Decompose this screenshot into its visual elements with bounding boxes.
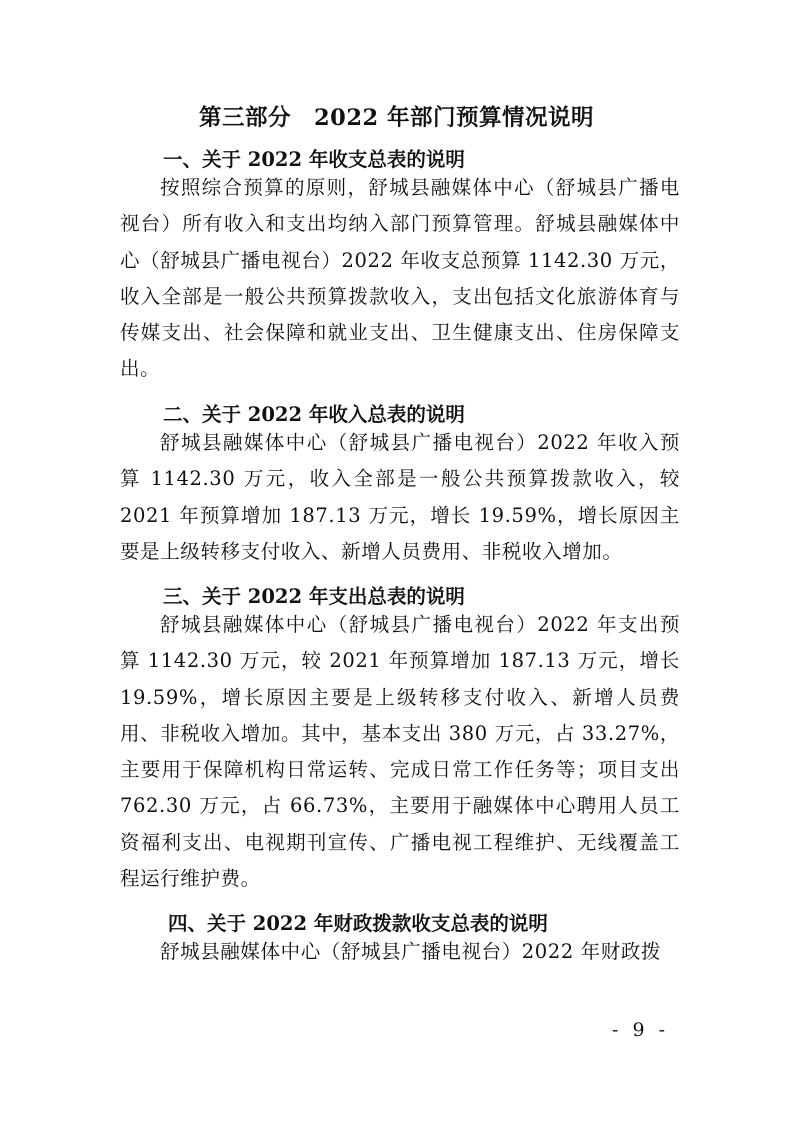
- section-heading-4: 四、关于 2022 年财政拨款收支总表的说明: [168, 912, 548, 935]
- page-number: - 9 -: [611, 1019, 669, 1041]
- section-heading-2: 二、关于 2022 年收入总表的说明: [163, 403, 465, 426]
- section-heading-3: 三、关于 2022 年支出总表的说明: [163, 585, 465, 608]
- section-body-1: 按照综合预算的原则，舒城县融媒体中心（舒城县广播电视台）所有收入和支出均纳入部门预算管理。舒城县融媒体中心（舒城县广播电视台）2022 年收支总预算 1142.30 万元，收入全部是一般公共预算拨款收入，支出包括文化旅游体育与传媒支出、社会保障和就业支出、卫生健康支出、住房保障支出。: [120, 176, 680, 381]
- section-body-4: 舒城县融媒体中心（舒城县广播电视台）2022 年财政拨: [160, 940, 662, 963]
- section-heading-1: 一、关于 2022 年收支总表的说明: [163, 148, 465, 171]
- section-body-2: 舒城县融媒体中心（舒城县广播电视台）2022 年收入预算 1142.30 万元，收入全部是一般公共预算拨款收入，较 2021 年预算增加 187.13 万元，增长 19.59%，增长原因主要是上级转移支付收入、新增人员费用、非税收入增加。: [120, 431, 680, 563]
- section-body-3: 舒城县融媒体中心（舒城县广播电视台）2022 年支出预算 1142.30 万元，较 2021 年预算增加 187.13 万元，增长 19.59%，增长原因主要是上级转移支付收入、新增人员费用、非税收入增加。其中，基本支出 380 万元，占 33.27%，主要用于保障机构日常运转、完成日常工作任务等；项目支出 762.30 万元，占 66.73%，主要用于融媒体中心聘用人员工资福利支出、电视期刊宣传、广播电视工程维护、无线覆盖工程运行维护费。: [120, 613, 680, 891]
- page-title: 第三部分 2022 年部门预算情况说明: [199, 105, 594, 131]
